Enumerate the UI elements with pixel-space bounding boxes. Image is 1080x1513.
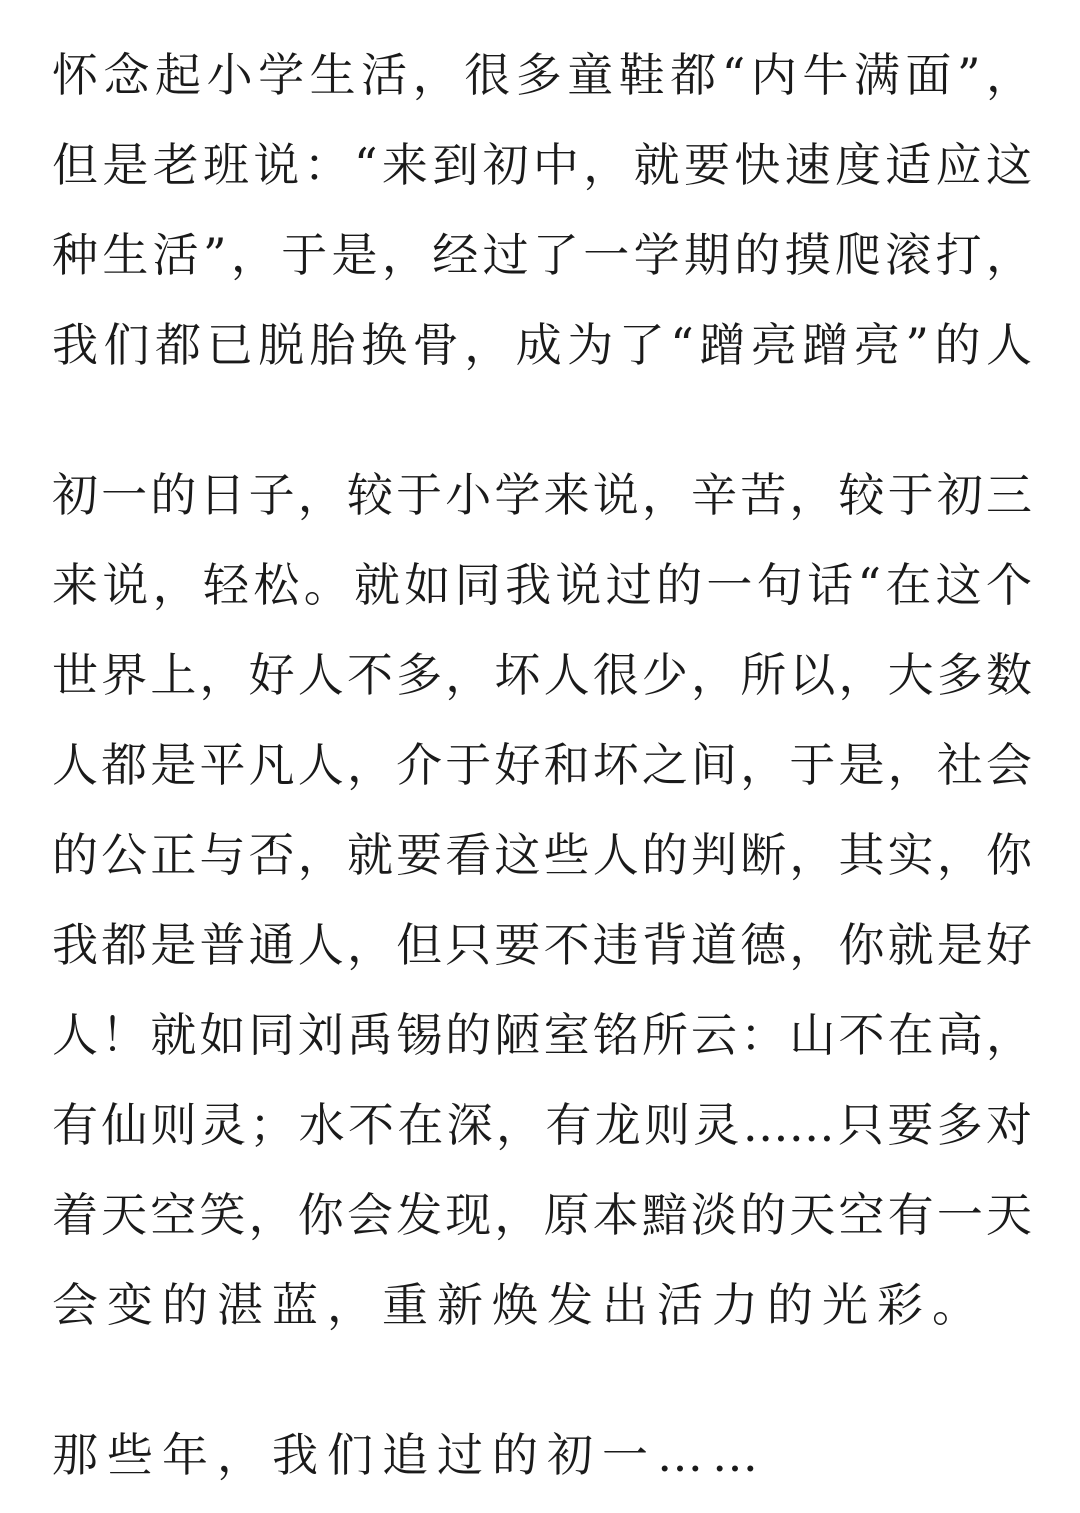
essay-line: 初一的日子，较于小学来说，辛苦，较于初三	[52, 468, 1032, 522]
essay-line: 来说，轻松。就如同我说过的一句话“在这个	[52, 558, 1032, 612]
essay-line: 有仙则灵；水不在深，有龙则灵……只要多对	[52, 1098, 1032, 1152]
essay-line: 人都是平凡人，介于好和坏之间，于是，社会	[52, 738, 1032, 792]
essay-line: 的公正与否，就要看这些人的判断，其实，你	[52, 828, 1032, 882]
essay-line: 着天空笑，你会发现，原本黯淡的天空有一天	[52, 1188, 1032, 1242]
essay-line: 种生活”，于是，经过了一学期的摸爬滚打，	[52, 228, 1032, 282]
essay-line: 世界上，好人不多，坏人很少，所以，大多数	[52, 648, 1032, 702]
essay-line: 那些年，我们追过的初一……	[52, 1428, 767, 1482]
essay-line: 我都是普通人，但只要不违背道德，你就是好	[52, 918, 1032, 972]
essay-line: 但是老班说：“来到初中，就要快速度适应这	[52, 138, 1032, 192]
essay-line: 人！就如同刘禹锡的陋室铭所云：山不在高，	[52, 1008, 1032, 1062]
essay-line: 怀念起小学生活，很多童鞋都“内牛满面”，	[52, 48, 1032, 102]
essay-line: 会变的湛蓝，重新焕发出活力的光彩。	[52, 1278, 987, 1332]
essay-line: 我们都已脱胎换骨，成为了“蹭亮蹭亮”的人	[52, 318, 1032, 372]
